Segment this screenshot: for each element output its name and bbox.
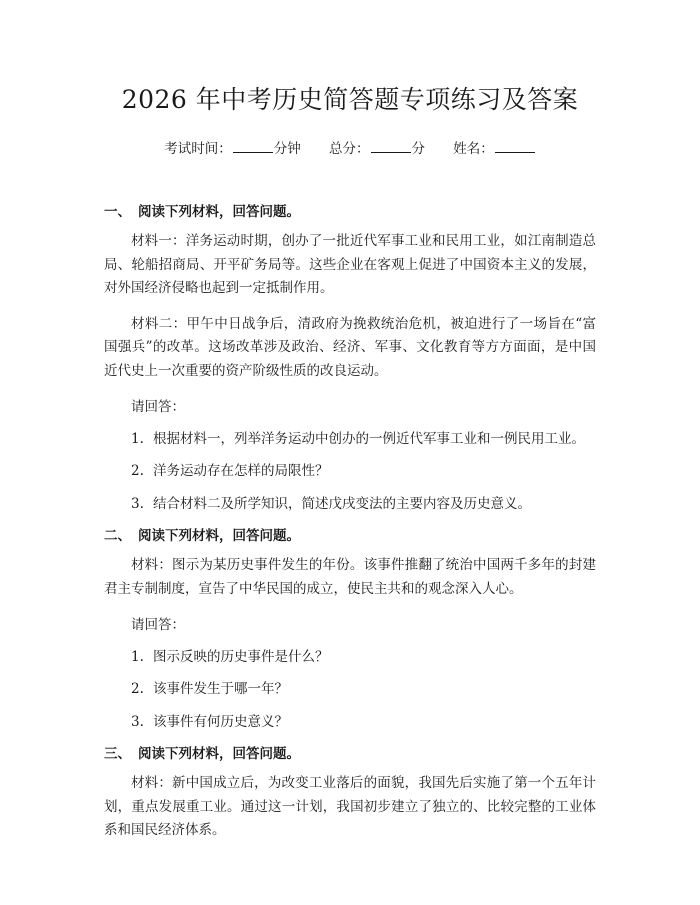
question-text: 结合材料二及所学知识，简述戊戌变法的主要内容及历史意义。 [153, 496, 531, 512]
section-3 [104, 744, 596, 843]
question-item [104, 712, 596, 732]
question-prompt: 请回答： [131, 399, 185, 415]
section-heading-text: 阅读下列材料，回答问题。 [138, 528, 300, 544]
section-1 [104, 202, 596, 514]
page-title: 2026 年中考历史简答题专项练习及答案 [121, 85, 579, 114]
question-item [104, 461, 596, 481]
question-item [104, 429, 596, 449]
question-text: 该事件发生于哪一年？ [153, 681, 288, 697]
exam-time-blank [233, 138, 273, 153]
question-number: 2. [131, 463, 144, 479]
question-text: 图示反映的历史事件是什么？ [153, 649, 329, 665]
question-item [104, 494, 596, 514]
question-item [104, 647, 596, 667]
name-label: 姓名： [453, 141, 494, 157]
exam-time-label: 考试时间： [164, 141, 232, 157]
section-heading-text: 阅读下列材料，回答问题。 [138, 746, 300, 762]
section-heading [104, 202, 596, 222]
section-2 [104, 526, 596, 732]
question-number: 3. [131, 496, 144, 512]
section-number: 一、 [104, 204, 131, 220]
question-number: 1. [131, 431, 144, 447]
exam-info [104, 138, 596, 159]
question-number: 2. [131, 681, 144, 697]
total-score-label: 总分： [329, 141, 370, 157]
total-score-field [329, 138, 425, 159]
section-number: 二、 [104, 528, 131, 544]
question-text: 洋务运动存在怎样的局限性？ [153, 463, 329, 479]
total-score-blank [371, 138, 411, 153]
question-text: 该事件有何历史意义？ [153, 714, 288, 730]
section-heading-text: 阅读下列材料，回答问题。 [138, 204, 300, 220]
section-heading [104, 744, 596, 764]
material-paragraph: 材料：新中国成立后，为改变工业落后的面貌，我国先后实施了第一个五年计划，重点发展重工业。通过这一计划，我国初步建立了独立的、比较完整的工业体系和国民经济体系。 [104, 775, 596, 838]
material-paragraph: 材料二：甲午中日战争后，清政府为挽救统治危机，被迫进行了一场旨在“富国强兵”的改革。这场改革涉及政治、经济、军事、文化教育等方方面面，是中国近代史上一次重要的资产阶级性质的改良运动。 [104, 315, 596, 379]
name-field [453, 138, 536, 159]
question-number: 3. [131, 714, 144, 730]
exam-time-unit: 分钟 [273, 141, 301, 157]
exam-time-field [164, 138, 301, 159]
material-paragraph: 材料：图示为某历史事件发生的年份。该事件推翻了统治中国两千多年的封建君主专制制度，宣告了中华民国的成立，使民主共和的观念深入人心。 [104, 557, 596, 597]
question-item [104, 679, 596, 699]
question-prompt: 请回答： [131, 617, 185, 633]
section-heading [104, 526, 596, 546]
total-score-unit: 分 [411, 141, 425, 157]
material-paragraph: 材料一：洋务运动时期，创办了一批近代军事工业和民用工业，如江南制造总局、轮船招商局、开平矿务局等。这些企业在客观上促进了中国资本主义的发展，对外国经济侵略也起到一定抵制作用。 [104, 233, 596, 296]
section-number: 三、 [104, 746, 131, 762]
question-text: 根据材料一，列举洋务运动中创办的一例近代军事工业和一例民用工业。 [153, 431, 585, 447]
name-blank [495, 138, 535, 153]
question-number: 1. [131, 649, 144, 665]
